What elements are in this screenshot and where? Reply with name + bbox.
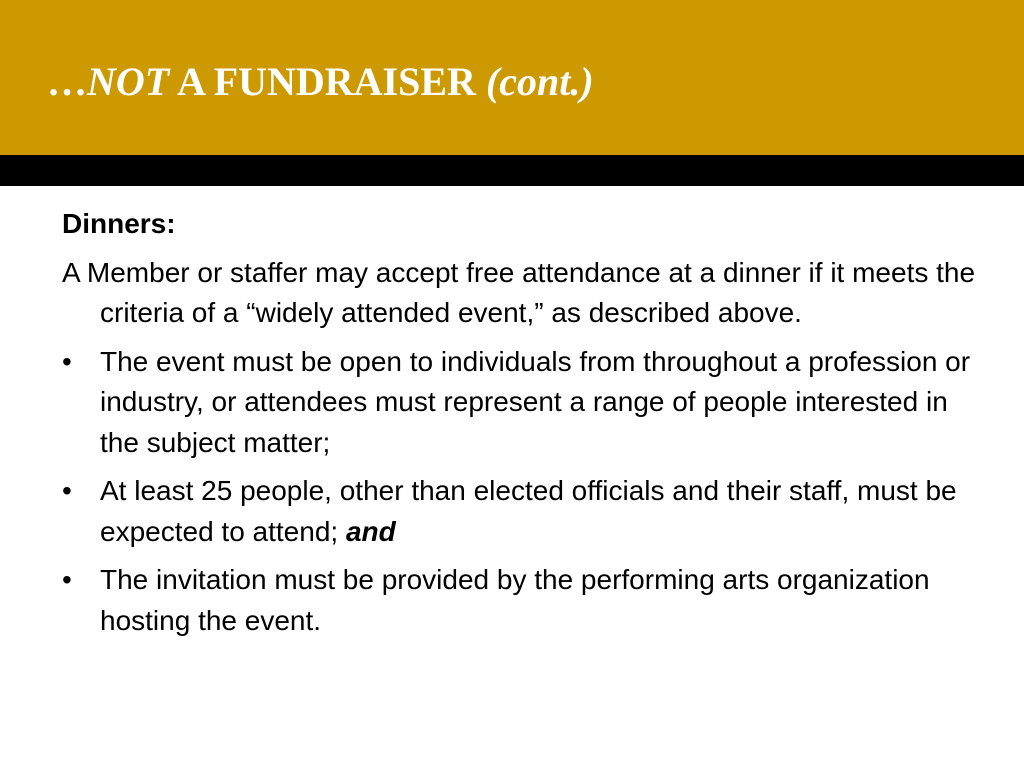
list-item-text: The event must be open to individuals from throughout a profession or industry, or attendees must represent a range of people interested in the subject matter; <box>100 345 971 458</box>
list-item <box>62 471 982 552</box>
criteria-list <box>62 342 982 642</box>
title-bar <box>0 0 1024 155</box>
section-heading: Dinners: <box>62 208 176 239</box>
title-main: A FUNDRAISER <box>169 59 486 104</box>
list-item <box>62 342 982 464</box>
title-divider-band <box>0 155 1024 186</box>
title-cont: (cont.) <box>485 59 594 104</box>
bullet-icon: • <box>62 345 72 377</box>
list-item <box>62 560 982 641</box>
slide-title <box>47 58 594 106</box>
list-item-text: The invitation must be provided by the performing arts organization hosting the event. <box>100 564 930 636</box>
bullet-icon: • <box>62 564 72 595</box>
list-item-text: At least 25 people, other than elected officials and their staff, must be expected to attend; <box>100 475 957 547</box>
title-not: NOT <box>87 59 170 104</box>
list-item-emphasis: and <box>345 515 396 547</box>
slide-body <box>62 204 982 649</box>
intro-paragraph: A Member or staffer may accept free attendance at a dinner if it meets the criteria of a “widely attended event,” as described above. <box>62 256 976 328</box>
bullet-icon: • <box>62 475 72 506</box>
title-ellipsis: … <box>47 59 87 104</box>
